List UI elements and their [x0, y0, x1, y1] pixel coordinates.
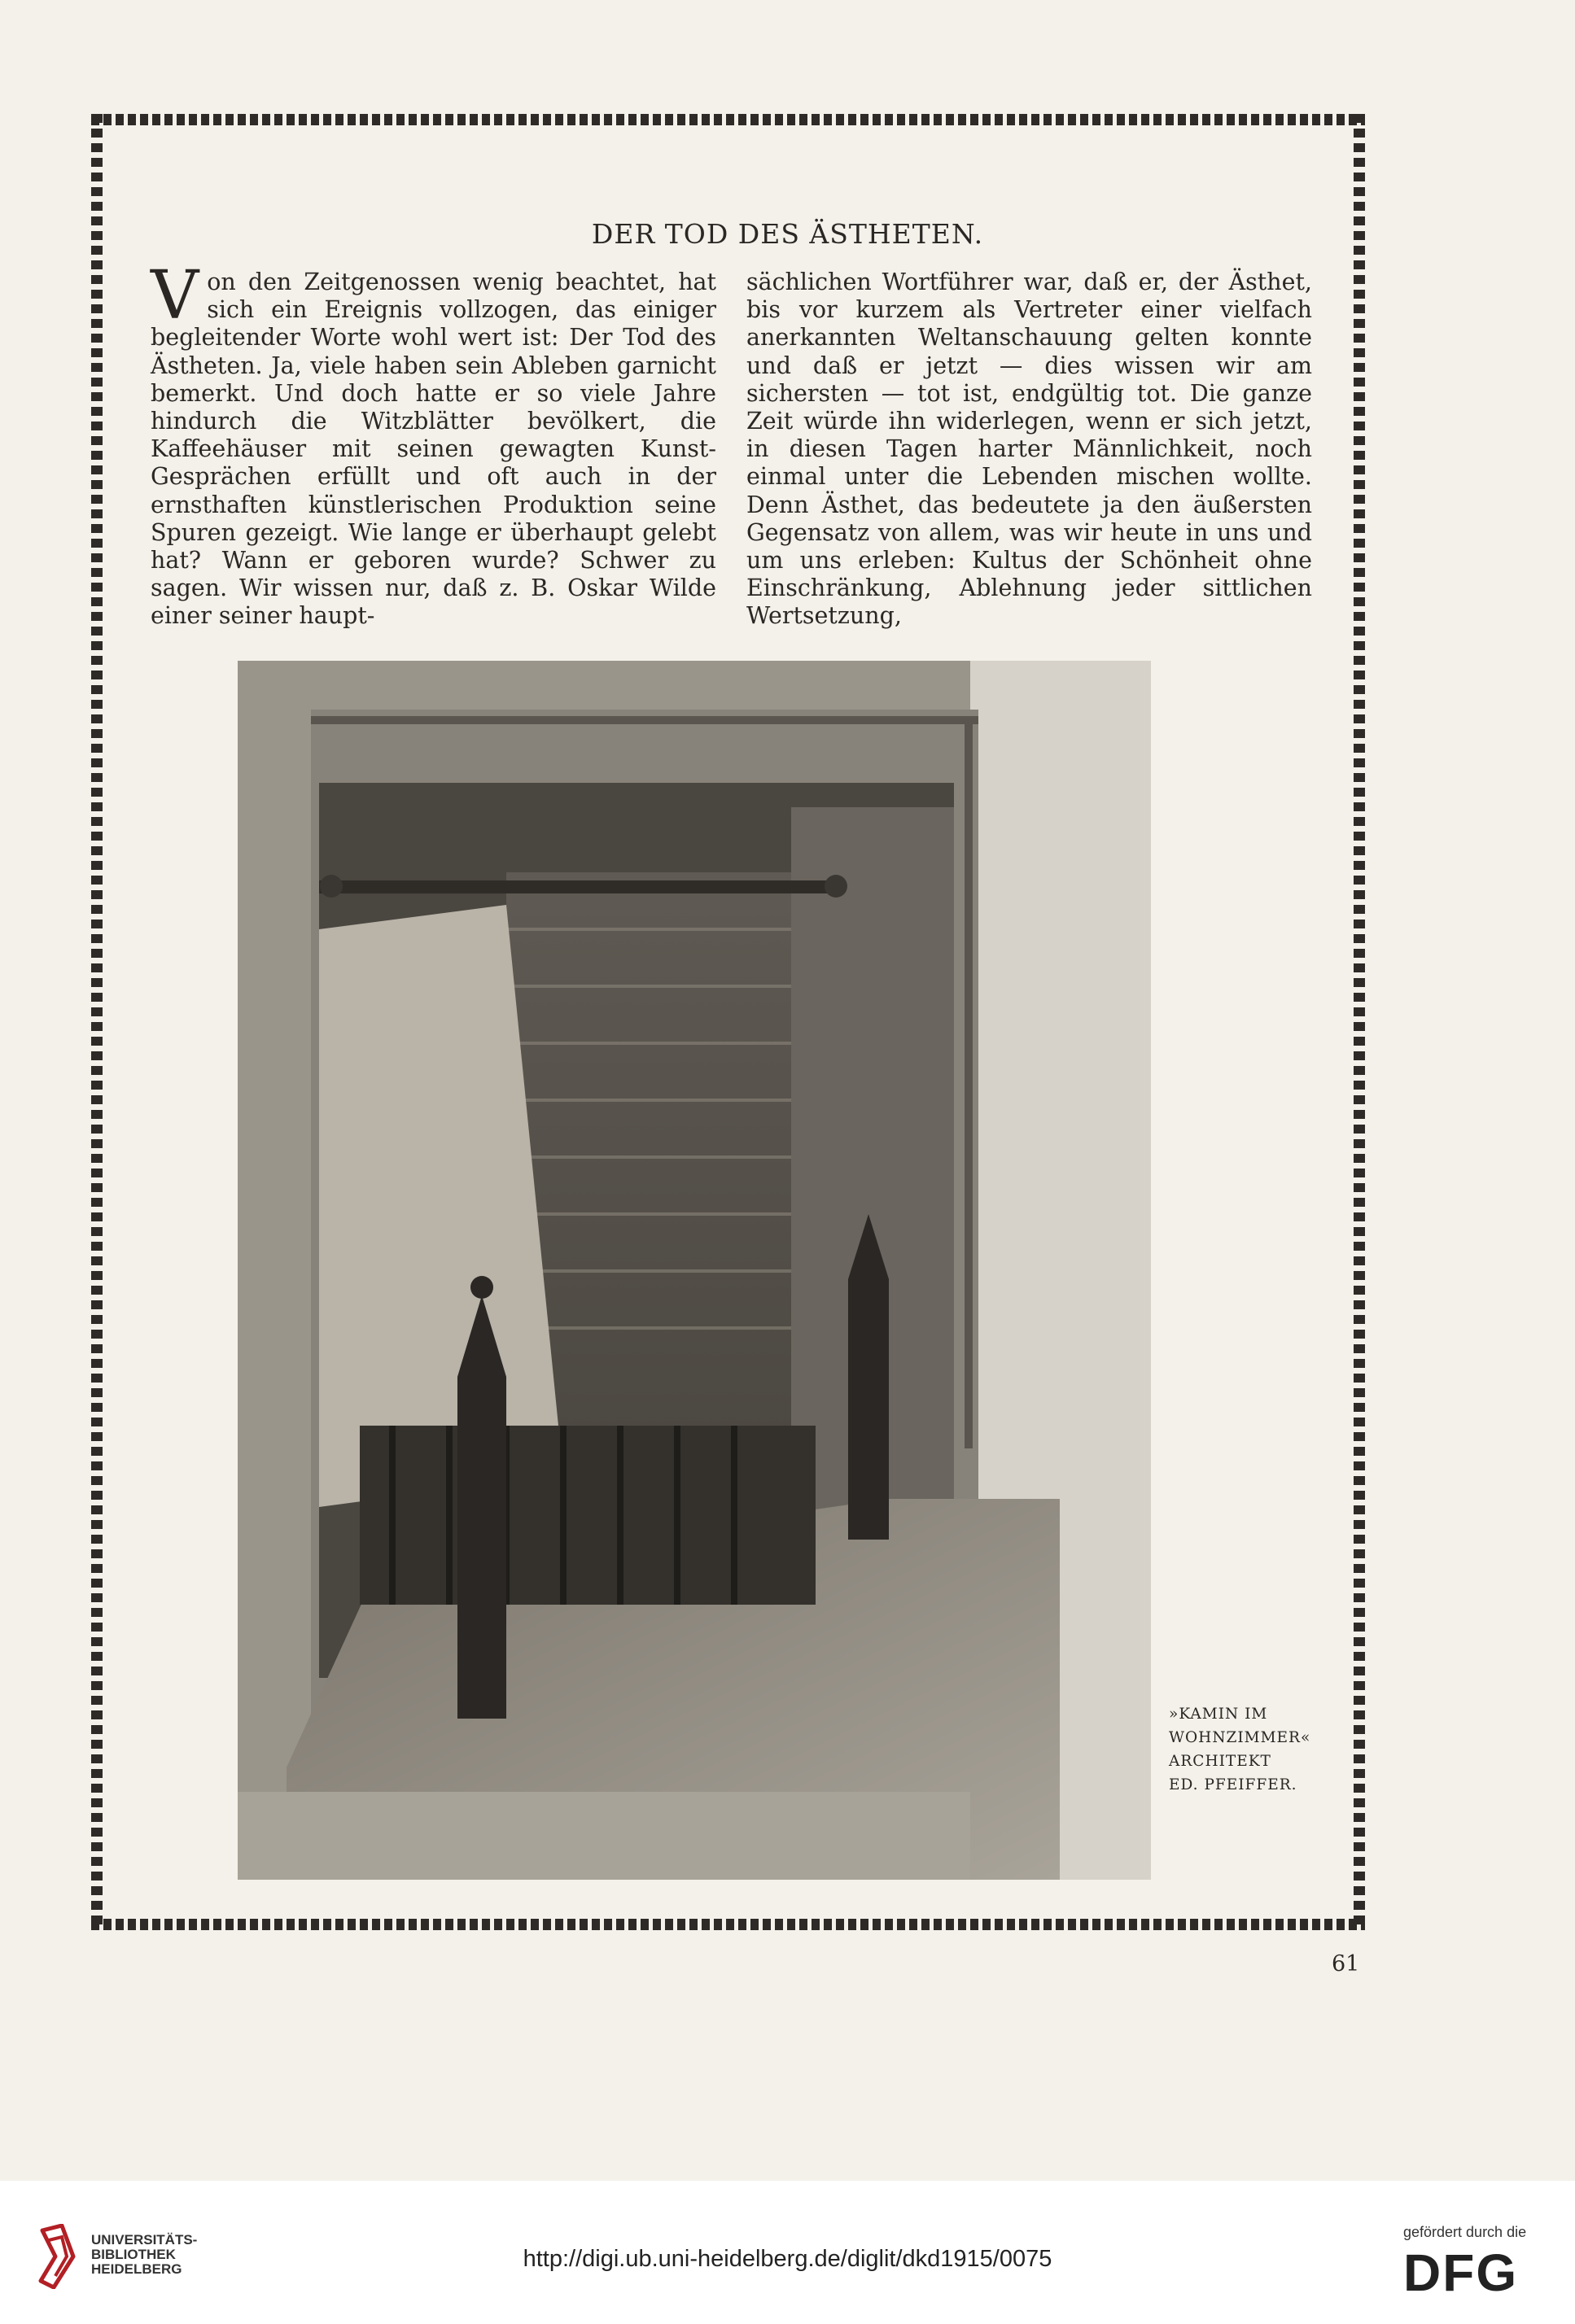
library-line: HEIDELBERG	[91, 2261, 182, 2277]
library-line: UNIVERSITÄTS-	[91, 2232, 198, 2248]
text-column-left	[151, 257, 716, 631]
text-column-right	[746, 269, 1312, 631]
caption-line: ARCHITEKT	[1169, 1753, 1271, 1770]
funding-label: gefördert durch die	[1403, 2224, 1527, 2240]
right-column-text: sächlichen Wortführer war, daß er, der Ästhet, bis vor kurzem als Vertreter einer vielfach anerkannten Weltanschauung gelten konnte und daß er jetzt — dies wissen wir am sichersten — tot ist, endgültig tot. Die ganze Zeit würde ihn widerlegen, wenn er sich jetzt, in diesen Tagen harter Männlichkeit, noch einmal unter die Lebenden mischen wollte. Denn Ästhet, das bedeutete ja den äußersten Gegensatz von allem, was wir heute in uns und um uns erleben: Kultus der Schönheit ohne Einschränkung, Ablehnung jeder sittlichen Wertsetzung,	[746, 269, 1312, 630]
caption-line: ED. PFEIFFER.	[1169, 1776, 1297, 1793]
caption-line: WOHNZIMMER«	[1169, 1729, 1311, 1746]
library-line: BIBLIOTHEK	[91, 2247, 176, 2262]
drop-cap: V	[151, 257, 199, 334]
fireplace-photograph	[238, 661, 1151, 1880]
document-url-link[interactable]: http://digi.ub.uni-heidelberg.de/diglit/dkd1915/0075	[523, 2246, 1052, 2272]
left-column-text: on den Zeitgenossen wenig beachtet, hat sich ein Ereignis vollzogen, das einiger begleitender Worte wohl wert ist: Der Tod des Ästheten. Ja, viele haben sein Ableben garnicht bemerkt. Und doch hatte er so viele Jahre hindurch die Witzblätter bevölkert, die Kaffeehäuser mit seinen gewagten Kunst-Gesprächen erfüllt und oft auch in der ernsthaften künstlerischen Produktion seine Spuren gezeigt. Wie lange er überhaupt gelebt hat? Wann er geboren wurde? Schwer zu sagen. Wir wissen nur, daß z. B. Oskar Wilde einer seiner haupt-	[151, 269, 716, 630]
page-number: 61	[1332, 1951, 1360, 1977]
caption-line: »KAMIN IM	[1169, 1706, 1268, 1723]
article-title: DER TOD DES ÄSTHETEN.	[591, 218, 984, 250]
dfg-logo[interactable]: DFG	[1403, 2243, 1519, 2302]
photo-caption	[1169, 1702, 1332, 1797]
